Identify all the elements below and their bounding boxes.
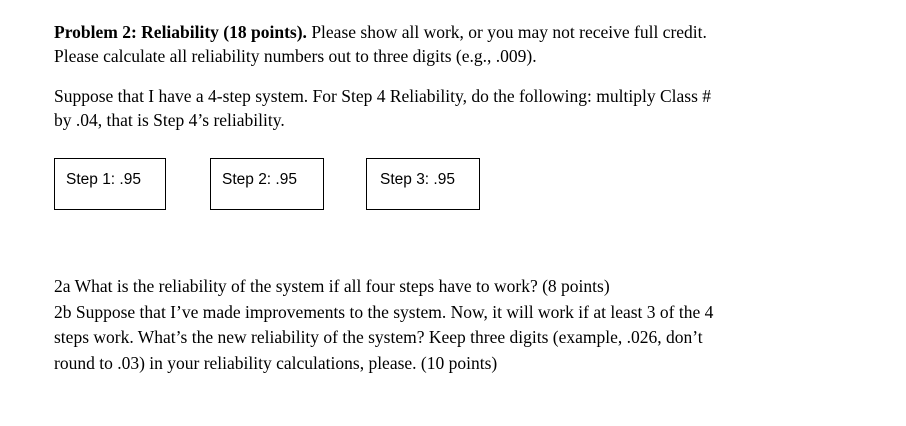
system-description-line-1: Suppose that I have a 4-step system. For Step 4 Reliability, do the following: multiply Class # — [54, 86, 712, 106]
step-2-box: Step 2: .95 — [210, 158, 324, 210]
question-2a: 2a What is the reliability of the system if all four steps have to work? (8 points) — [54, 276, 610, 296]
problem-header — [54, 20, 707, 68]
system-description-line-2: by .04, that is Step 4’s reliability. — [54, 110, 285, 130]
question-2b-line-3: round to .03) in your reliability calculations, please. (10 points) — [54, 352, 498, 373]
question-2b-line-2: steps work. What’s the new reliability of the system? Keep three digits (example, .026, don’t — [54, 327, 703, 347]
question-2b-line-1: 2b Suppose that I’ve made improvements to the system. Now, it will work if at least 3 of the 4 — [54, 301, 714, 322]
questions — [54, 274, 713, 376]
problem-title: Problem 2: Reliability (18 points). — [54, 22, 307, 42]
system-description — [54, 84, 711, 132]
step-3-box: Step 3: .95 — [366, 158, 480, 210]
problem-header-line-1 — [54, 20, 707, 44]
problem-header-line-2: Please calculate all reliability numbers out to three digits (e.g., .009). — [54, 46, 537, 66]
problem-instructions: Please show all work, or you may not receive full credit. — [306, 22, 707, 42]
step-1-box: Step 1: .95 — [54, 158, 166, 210]
